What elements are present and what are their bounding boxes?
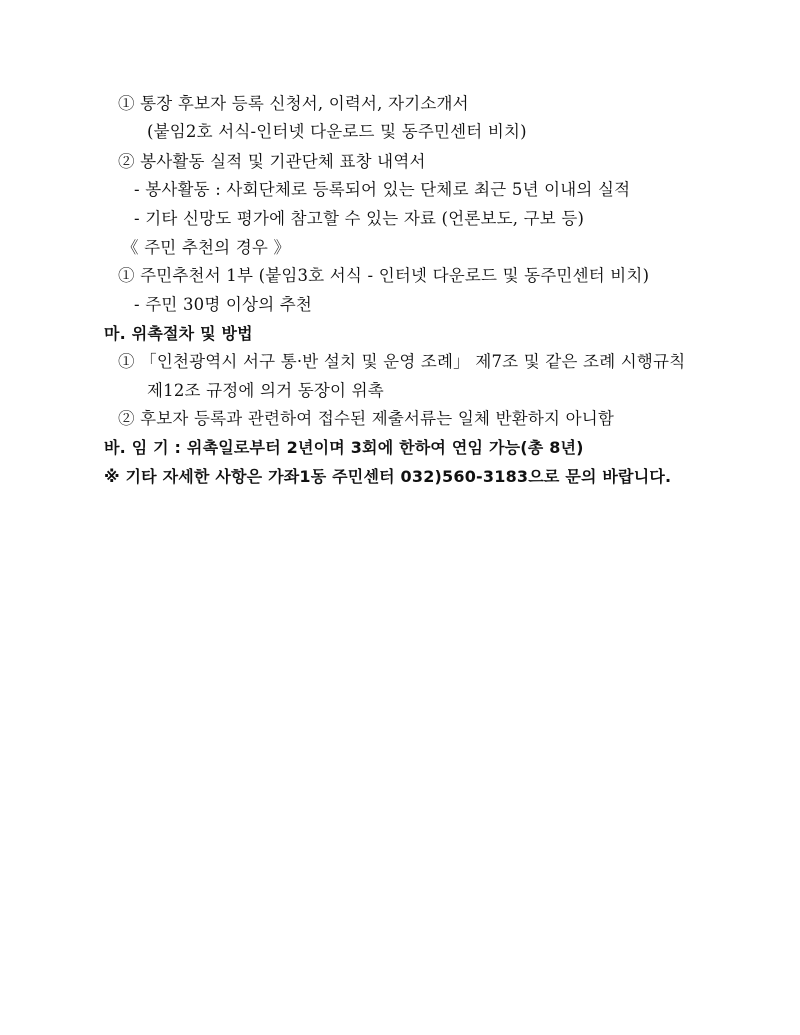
item-2-other-materials: - 기타 신망도 평가에 참고할 수 있는 자료 (언론보도, 구보 등) <box>134 209 585 228</box>
section-ma-item-1: ① 「인천광역시 서구 통·반 설치 및 운영 조례」 제7조 및 같은 조례 시행규칙 <box>118 352 686 371</box>
section-ma-item-2: ② 후보자 등록과 관련하여 접수된 제출서류는 일체 반환하지 아니함 <box>118 409 615 428</box>
section-ma-item-1-cont: 제12조 규정에 의거 동장이 위촉 <box>147 381 384 400</box>
resident-recommendation-heading: 《 주민 추천의 경우 》 <box>122 238 291 257</box>
resident-recommendation-requirement: - 주민 30명 이상의 추천 <box>134 295 313 314</box>
item-2-volunteer-detail: - 봉사활동 : 사회단체로 등록되어 있는 단체로 최근 5년 이내의 실적 <box>134 180 631 199</box>
resident-recommendation-form: ① 주민추천서 1부 (붙임3호 서식 - 인터넷 다운로드 및 동주민센터 비치) <box>118 266 650 285</box>
item-1-application-forms: ① 통장 후보자 등록 신청서, 이력서, 자기소개서 <box>118 94 469 113</box>
contact-note: ※ 기타 자세한 사항은 가좌1동 주민센터 032)560-3183으로 문의 바랍니다. <box>104 467 672 486</box>
item-1-form-note: (붙임2호 서식-인터넷 다운로드 및 동주민센터 비치) <box>147 122 527 141</box>
section-ma-heading: 마. 위촉절차 및 방법 <box>104 324 253 343</box>
item-2-volunteer-record: ② 봉사활동 실적 및 기관단체 표창 내역서 <box>118 152 426 171</box>
section-ba-term: 바. 임 기 : 위촉일로부터 2년이며 3회에 한하여 연임 가능(총 8년) <box>104 438 584 457</box>
